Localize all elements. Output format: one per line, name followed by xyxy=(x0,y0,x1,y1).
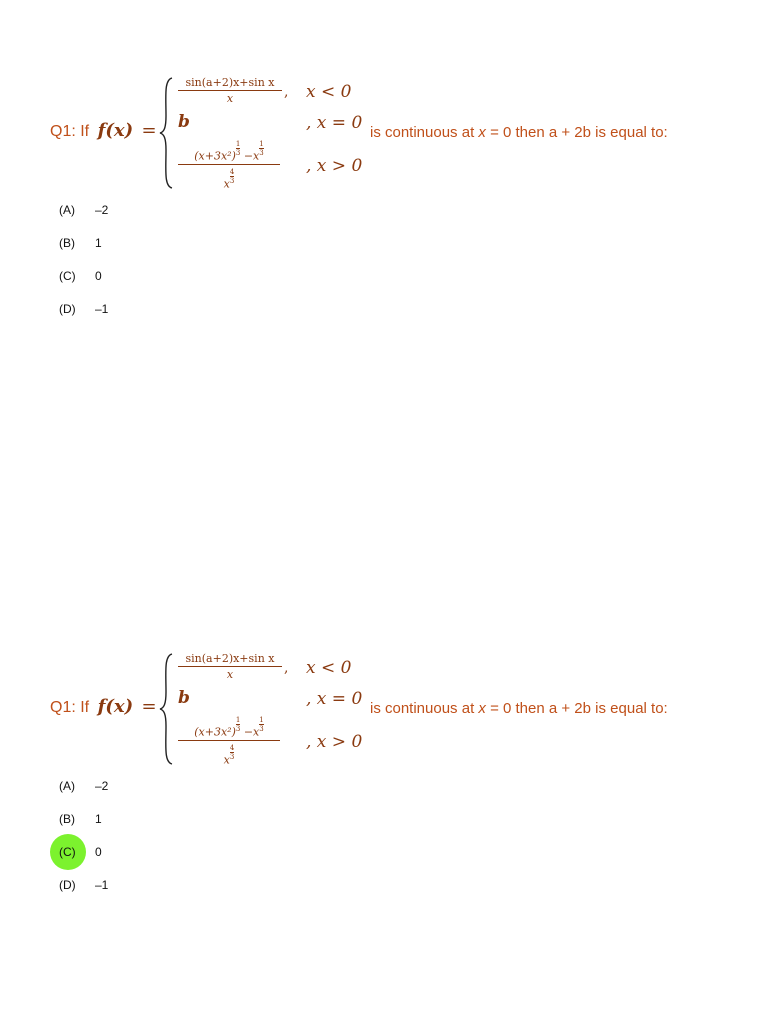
case-1-numerator: sin(a+2)x+sin x xyxy=(185,652,275,665)
option-d[interactable] xyxy=(0,297,300,321)
case-1-denominator: x xyxy=(226,92,234,105)
case-3-minus-term: −x xyxy=(243,149,260,163)
exponent: $\frac{4}{3}$ xyxy=(229,167,235,185)
left-brace-icon xyxy=(158,76,174,190)
option-value: 1 xyxy=(95,812,102,826)
case-3-numerator xyxy=(178,712,280,740)
case-1-fraction xyxy=(178,652,282,681)
equals-sign: = xyxy=(141,696,157,717)
case-3-numerator xyxy=(178,136,280,164)
option-a[interactable] xyxy=(0,774,300,798)
option-value: –2 xyxy=(95,779,109,793)
function-name: f(x) xyxy=(97,696,134,717)
question-prefix xyxy=(50,120,157,141)
case-2-value: b xyxy=(178,112,190,132)
option-label: (D) xyxy=(59,878,76,892)
case-2-value: b xyxy=(178,688,190,708)
option-a[interactable] xyxy=(0,198,300,222)
option-value: 0 xyxy=(95,269,102,283)
option-label: (C) xyxy=(59,845,76,859)
case-2-condition: , x = 0 xyxy=(306,113,363,133)
left-brace-icon xyxy=(158,652,174,766)
option-value: –1 xyxy=(95,302,109,316)
option-label: (B) xyxy=(59,236,75,250)
case-3-condition: , x > 0 xyxy=(306,156,363,176)
option-value: 1 xyxy=(95,236,102,250)
option-label: (D) xyxy=(59,302,76,316)
case-3-fraction xyxy=(178,712,280,766)
function-name: f(x) xyxy=(97,120,134,141)
option-c[interactable] xyxy=(0,264,300,288)
case-1-fraction xyxy=(178,76,282,105)
case-3-fraction xyxy=(178,136,280,190)
case-1-denominator: x xyxy=(226,668,234,681)
option-d[interactable] xyxy=(0,873,300,897)
question-number: Q1: If xyxy=(50,699,90,716)
equals-sign: = xyxy=(141,120,157,141)
case-3-denominator: x $\frac{4}{3}$ xyxy=(223,167,235,191)
option-b[interactable] xyxy=(0,231,300,255)
option-label: (A) xyxy=(59,203,75,217)
case-3-minus-term: −x xyxy=(243,725,260,739)
option-label: (C) xyxy=(59,269,76,283)
exponent: $\frac{1}{3}$ xyxy=(259,140,264,157)
exponent: $\frac{4}{3}$ xyxy=(229,743,235,761)
case-3-condition: , x > 0 xyxy=(306,732,363,752)
question-suffix: is continuous at x = 0 then a + 2b is equal to: xyxy=(370,124,668,141)
case-3-base: (x+3x²) xyxy=(194,725,236,739)
option-label: (B) xyxy=(59,812,75,826)
exponent: $\frac{1}{3}$ xyxy=(235,140,241,157)
exponent: $\frac{1}{3}$ xyxy=(235,716,241,733)
option-label: (A) xyxy=(59,779,75,793)
case-1-comma: , xyxy=(284,84,289,100)
option-value: –2 xyxy=(95,203,109,217)
case-1-condition: x < 0 xyxy=(306,82,352,102)
case-2-condition: , x = 0 xyxy=(306,689,363,709)
question-prefix xyxy=(50,696,157,717)
question-number: Q1: If xyxy=(50,123,90,140)
option-c[interactable] xyxy=(0,840,300,864)
exponent: $\frac{1}{3}$ xyxy=(259,716,264,733)
question-suffix: is continuous at x = 0 then a + 2b is equal to: xyxy=(370,700,668,717)
case-3-base: (x+3x²) xyxy=(194,149,236,163)
option-value: 0 xyxy=(95,845,102,859)
case-1-condition: x < 0 xyxy=(306,658,352,678)
case-1-comma: , xyxy=(284,660,289,676)
case-1-numerator: sin(a+2)x+sin x xyxy=(185,76,275,89)
case-3-denominator: x $\frac{4}{3}$ xyxy=(223,743,235,767)
option-value: –1 xyxy=(95,878,109,892)
option-b[interactable] xyxy=(0,807,300,831)
